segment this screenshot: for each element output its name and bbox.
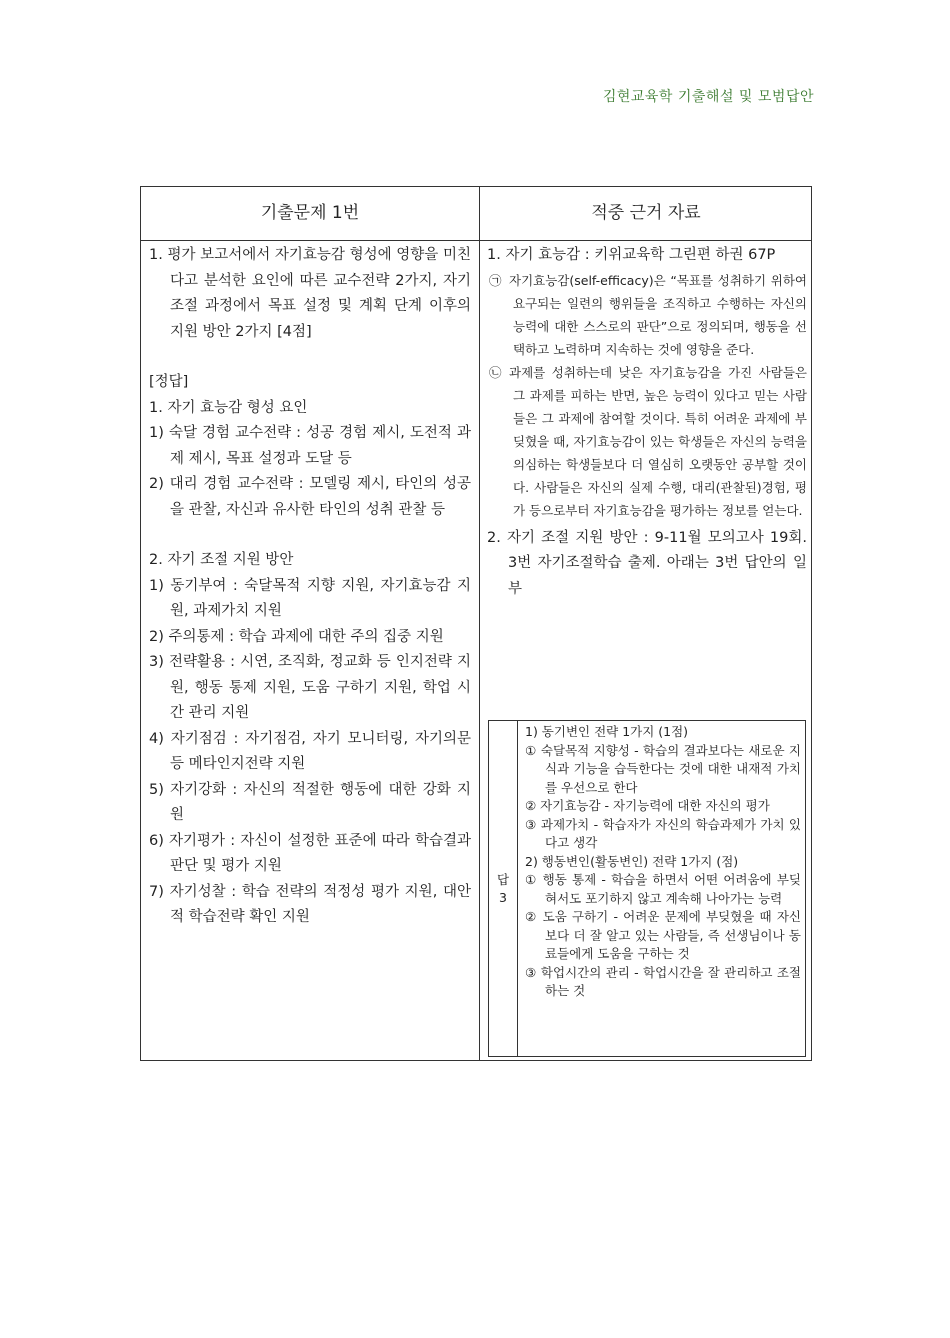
answer-label-text: 답 3	[496, 872, 510, 905]
reference-item2-title: 2. 자기 조절 지원 방안 : 9-11월 모의고사 19회. 3번 자기조절학습 출제. 아래는 3번 답안의 일부	[487, 529, 807, 597]
answer-item: ② 도움 구하기 - 어려운 문제에 부딪혔을 때 자신보다 더 잘 알고 있는 사람들, 즉 선생님이나 동료들에게 도움을 구하는 것	[525, 909, 801, 961]
answer-item: ① 행동 통제 - 학습을 하면서 어떤 어려움에 부딪혀서도 포기하지 않고 계속해 나아가는 능력	[525, 872, 801, 906]
reference-column	[487, 243, 807, 602]
section1-item: 1) 숙달 경험 교수전략 : 성공 경험 제시, 도전적 과제 제시, 목표 설정과 도달 등	[149, 425, 471, 467]
circled-mark: ㉠	[489, 272, 502, 288]
answer-content	[525, 723, 801, 1001]
column-divider	[479, 187, 480, 1060]
answer-item: ① 숙달목적 지향성 - 학습의 결과보다는 새로운 지식과 기능을 습득한다는 것에 대한 내재적 가치를 우선으로 한다	[525, 742, 801, 795]
reference-point-text: 자기효능감(self-efficacy)은 “목표를 성취하기 위하여 요구되는 일련의 행위들을 조직하고 수행하는 자신의 능력에 대한 스스로의 판단”으로 정의되며, 행동을 선택하고 노력하며 지속하는 것에 영향을 준다.	[509, 272, 807, 357]
answer-item: ③ 학업시간의 관리 - 학업시간을 잘 관리하고 조절하는 것	[525, 964, 801, 998]
reference-point	[487, 361, 807, 522]
header-divider	[141, 240, 811, 241]
circled-mark: ㉡	[489, 364, 502, 380]
question-text: 1. 평가 보고서에서 자기효능감 형성에 영향을 미친다고 분석한 요인에 따른 교수전략 2가지, 자기조절 과정에서 목표 설정 및 계획 단계 이후의 지원 방안 2가지 [4점]	[149, 247, 471, 340]
section2-item: 2) 주의통제 : 학습 과제에 대한 주의 집중 지원	[149, 628, 444, 645]
answer-box	[488, 720, 806, 1057]
comparison-table	[140, 186, 812, 1061]
answer-heading: 2) 행동변인(활동변인) 전략 1가지 (점)	[525, 853, 739, 869]
reference-point	[487, 269, 807, 361]
reference-point-text: 과제를 성취하는데 낮은 자기효능감을 가진 사람들은 그 과제를 피하는 반면, 높은 능력이 있다고 믿는 사람들은 그 과제에 참여할 것이다. 특히 어려운 과제에 부딪혔을 때, 자기효능감이 있는 학생들은 자신의 능력을 의심하는 학생들보다 더 열심히 오랫동안 공부할 것이다. 사람들은 자신의 실제 수행, 대리(관찰된)경험, 평가 등으로부터 자기효능감을 평가하는 정보를 얻는다.	[509, 364, 807, 518]
header-brand: 김현교육학 기출해설 및 모범답안	[602, 89, 814, 105]
answer-label-column	[489, 721, 518, 1056]
section2-item: 7) 자기성찰 : 학습 전략의 적정성 평가 지원, 대안적 학습전략 확인 지원	[149, 883, 471, 925]
section2-item: 5) 자기강화 : 자신의 적절한 행동에 대한 강화 지원	[149, 781, 471, 823]
right-column-heading: 적중 근거 자료	[591, 203, 701, 223]
section2-item: 6) 자기평가 : 자신이 설정한 표준에 따라 학습결과 판단 및 평가 지원	[149, 832, 471, 874]
section1-title: 1. 자기 효능감 형성 요인	[149, 399, 308, 416]
section2-item: 4) 자기점검 : 자기점검, 자기 모니터링, 자기의문 등 메타인지전략 지원	[149, 730, 471, 772]
answer-item: ② 자기효능감 - 자기능력에 대한 자신의 평가	[525, 798, 770, 813]
answer-item: ③ 과제가치 - 학습자가 자신의 학습과제가 가치 있다고 생각	[525, 816, 801, 850]
answer-heading: 1) 동기변인 전략 1가지 (1점)	[525, 724, 689, 739]
reference-item1-title: 1. 자기 효능감 : 키위교육학 그린편 하권 67P	[487, 247, 776, 263]
section2-item: 1) 동기부여 : 숙달목적 지향 지원, 자기효능감 지원, 과제가치 지원	[149, 577, 471, 619]
section2-title: 2. 자기 조절 지원 방안	[149, 552, 294, 568]
section2-item: 3) 전략활용 : 시연, 조직화, 정교화 등 인지전략 지원, 행동 통제 지원, 도움 구하기 지원, 학업 시간 관리 지원	[149, 654, 471, 721]
exam-question-column	[149, 243, 471, 931]
section1-item: 2) 대리 경험 교수전략 : 모델링 제시, 타인의 성공을 관찰, 자신과 유사한 타인의 성취 관찰 등	[149, 476, 471, 518]
left-column-heading: 기출문제 1번	[260, 203, 360, 223]
answer-label: [정답]	[149, 374, 189, 390]
